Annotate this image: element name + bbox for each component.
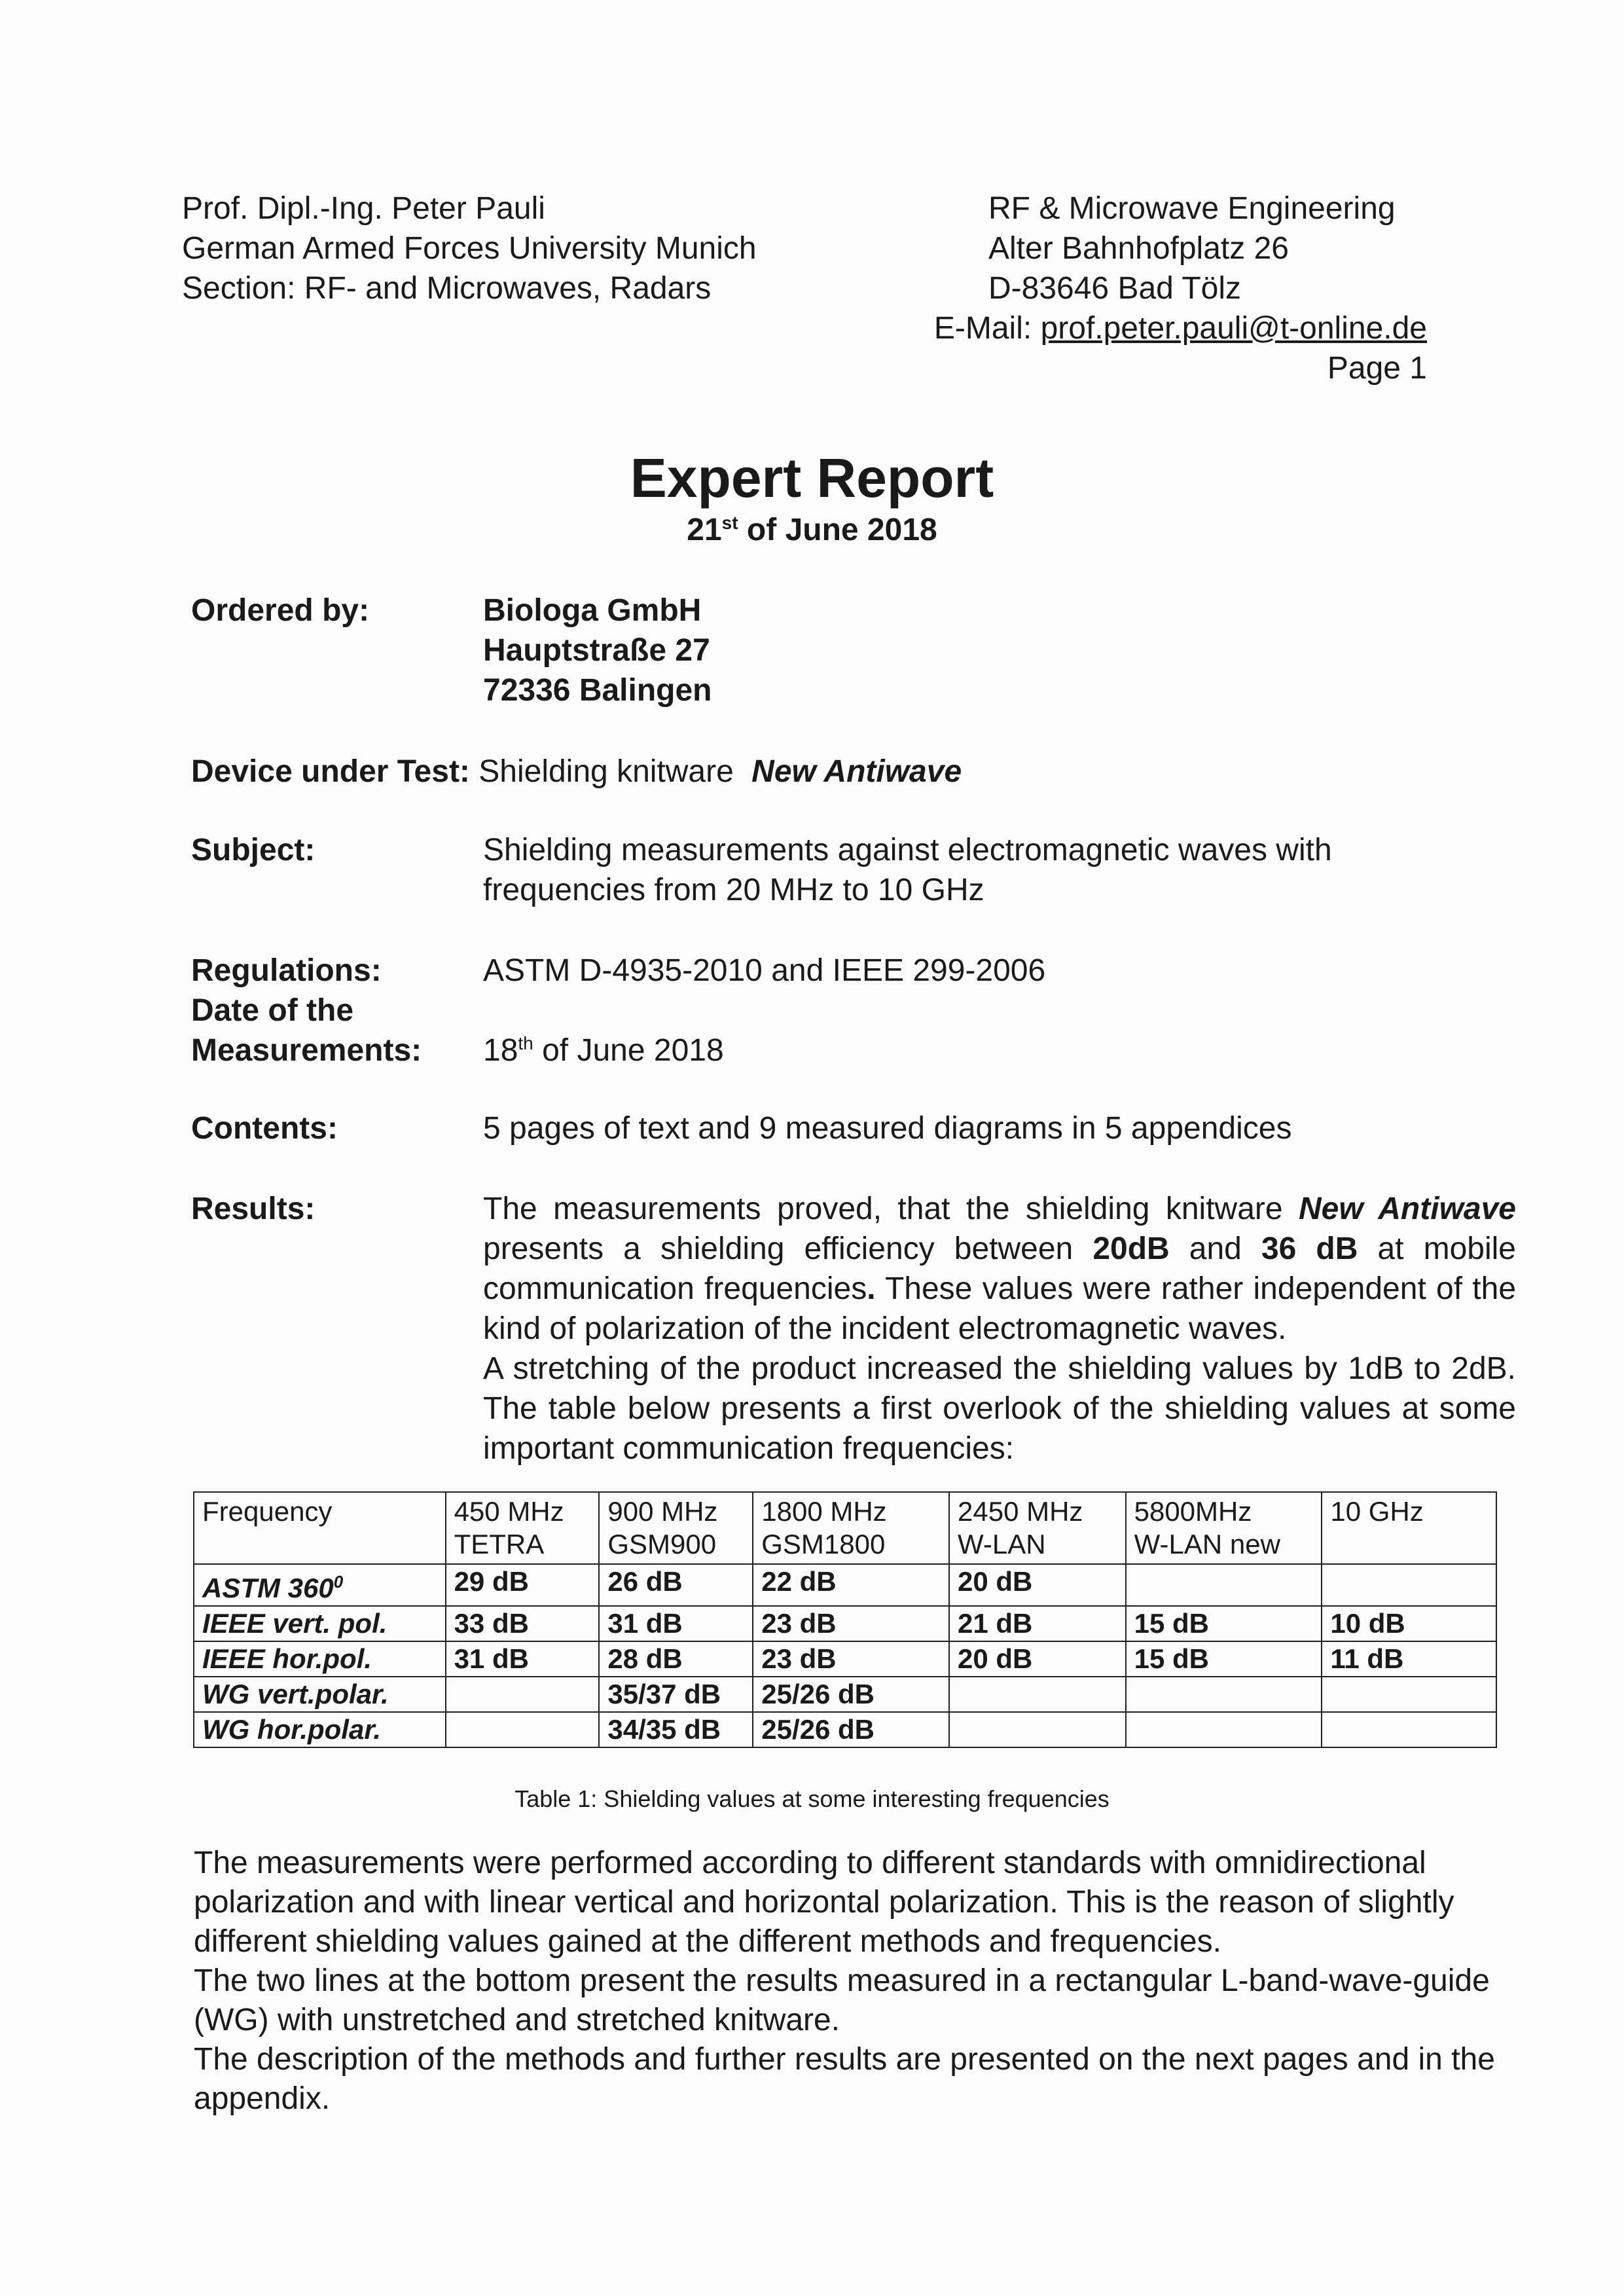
table-cell: 25/26 dB (753, 1712, 949, 1747)
device-name: New Antiwave (751, 754, 962, 789)
table-cell (1322, 1677, 1496, 1712)
customer-name: Biologa GmbH (483, 593, 702, 628)
report-date (0, 511, 1624, 550)
table-cell (1126, 1712, 1322, 1747)
report-date-day: 21 (687, 513, 722, 547)
header-cell-450mhz: 450 MHz TETRA (446, 1492, 600, 1564)
table-cell (1126, 1564, 1322, 1606)
table-row-ieee-vert (194, 1606, 1496, 1641)
table-cell: 26 dB (599, 1564, 753, 1606)
author-section: Section: RF- and Microwaves, Radars (182, 271, 712, 306)
measurement-date-value (483, 1030, 724, 1070)
report-date-rest: of June 2018 (746, 513, 937, 547)
email-link[interactable]: prof.peter.pauli@t-online.de (1040, 311, 1427, 346)
table-row-astm (194, 1564, 1496, 1606)
results-low-value: 20dB (1092, 1231, 1170, 1266)
table-cell (446, 1677, 600, 1712)
row-label: WG hor.polar. (194, 1712, 446, 1747)
table-cell: 10 dB (1322, 1606, 1496, 1641)
table-cell: 15 dB (1126, 1641, 1322, 1677)
author-block (182, 189, 837, 308)
device-text: Shielding knitware (478, 754, 734, 789)
measurement-date-label-2: Measurements: (191, 1033, 422, 1068)
regulations-label: Regulations: (191, 953, 382, 988)
table-cell: 33 dB (446, 1606, 600, 1641)
results-p1-b: presents a shielding efficiency between (483, 1231, 1074, 1266)
subject-text (483, 830, 1504, 910)
device-label: Device under Test: (191, 754, 470, 789)
contents-value: 5 pages of text and 9 measured diagrams in 5 appendices (483, 1111, 1292, 1146)
device-line (191, 752, 1435, 792)
header-cell-10ghz: 10 GHz (1322, 1492, 1496, 1564)
table-cell: 20 dB (949, 1564, 1126, 1606)
results-text (483, 1189, 1516, 1468)
report-date-suffix: st (721, 513, 738, 533)
company-city: D-83646 Bad Tölz (988, 271, 1242, 306)
table-cell: 23 dB (753, 1606, 949, 1641)
header-cell-900mhz: 900 MHz GSM900 (599, 1492, 753, 1564)
results-p1-dot: . (867, 1271, 876, 1306)
contents-label: Contents: (191, 1111, 338, 1146)
row-label: IEEE hor.pol. (194, 1641, 446, 1677)
page-number: Page 1 (1327, 351, 1427, 386)
closing-paragraph-3: The description of the methods and further results are presented on the next pages and in the appendix. (194, 2042, 1495, 2116)
table-cell: 31 dB (446, 1641, 600, 1677)
table-cell (446, 1712, 600, 1747)
table-cell (1126, 1677, 1322, 1712)
row-label: WG vert.polar. (194, 1677, 446, 1712)
company-block (988, 189, 1447, 308)
author-affiliation: German Armed Forces University Munich (182, 231, 757, 266)
company-name: RF & Microwave Engineering (988, 191, 1396, 226)
measurement-date-label-1: Date of the (191, 993, 354, 1028)
closing-text (194, 1844, 1523, 2119)
table-cell: 25/26 dB (753, 1677, 949, 1712)
table-cell: 11 dB (1322, 1641, 1496, 1677)
customer-address (483, 591, 712, 710)
closing-paragraph-1: The measurements were performed according to different standards with omnidirectional polarization and with linear vertical and horizontal polarization. This is the reason of slightly different shielding values gained at the different methods and frequencies. (194, 1846, 1454, 1959)
results-p1-c: at mobile communication frequencies (483, 1231, 1516, 1306)
closing-paragraph-2: The two lines at the bottom present the results measured in a rectangular L-band-wave-guide (WG) with unstretched and stretched knitware. (194, 1963, 1490, 2037)
table-cell: 29 dB (446, 1564, 600, 1606)
regulations-value: ASTM D-4935-2010 and IEEE 299-2006 (483, 953, 1046, 988)
subject-line-1: Shielding measurements against electromagnetic waves with (483, 833, 1332, 867)
company-street: Alter Bahnhofplatz 26 (988, 231, 1289, 266)
measurement-date-label (191, 991, 422, 1070)
table-cell: 21 dB (949, 1606, 1126, 1641)
measurement-date-rest: of June 2018 (542, 1033, 724, 1068)
table-header-row (194, 1492, 1496, 1564)
table-cell (949, 1712, 1126, 1747)
header-cell-frequency: Frequency (194, 1492, 446, 1564)
ordered-by-label: Ordered by: (191, 593, 370, 628)
report-title: Expert Report (630, 447, 994, 509)
table-row-ieee-hor (194, 1641, 1496, 1677)
customer-street: Hauptstraße 27 (483, 633, 710, 668)
shielding-table (193, 1491, 1497, 1748)
table-cell: 34/35 dB (599, 1712, 753, 1747)
results-p1-d: These values were rather independent of the kind of polarization of the incident electromagnetic waves. (483, 1271, 1517, 1346)
table-cell: 20 dB (949, 1641, 1126, 1677)
email-label: E-Mail: (933, 311, 1032, 346)
results-label: Results: (191, 1192, 316, 1226)
measurement-date-suffix: th (518, 1033, 533, 1053)
row-label: ASTM $360^0$ (194, 1564, 446, 1606)
table-cell (1322, 1564, 1496, 1606)
row-label: IEEE vert. pol. (194, 1606, 446, 1641)
subject-line-2: frequencies from 20 MHz to 10 GHz (483, 873, 984, 907)
table-cell: 22 dB (753, 1564, 949, 1606)
table-cell: 28 dB (599, 1641, 753, 1677)
results-paragraph-2: A stretching of the product increased the shielding values by 1dB to 2dB. The table below presents a first overlook of the shielding values at some important communication frequencies: (483, 1351, 1516, 1466)
customer-city: 72336 Balingen (483, 673, 712, 708)
table-cell: 31 dB (599, 1606, 753, 1641)
results-p1-a: The measurements proved, that the shielding knitware (483, 1192, 1283, 1226)
results-paragraph-1 (483, 1189, 1516, 1349)
table-cell: 35/37 dB (599, 1677, 753, 1712)
table-cell (1322, 1712, 1496, 1747)
table-row-wg-hor (194, 1712, 1496, 1747)
author-name: Prof. Dipl.-Ing. Peter Pauli (182, 191, 545, 226)
table-cell (949, 1677, 1126, 1712)
header-cell-1800mhz: 1800 MHz GSM1800 (753, 1492, 949, 1564)
table-cell: 15 dB (1126, 1606, 1322, 1641)
results-p1-and: and (1189, 1231, 1242, 1266)
subject-label: Subject: (191, 833, 316, 867)
table-row-wg-vert (194, 1677, 1496, 1712)
header-cell-5800mhz: 5800MHz W-LAN new (1126, 1492, 1322, 1564)
email-line (785, 308, 1427, 348)
header-cell-2450mhz: 2450 MHz W-LAN (949, 1492, 1126, 1564)
results-high-value: 36 dB (1261, 1231, 1358, 1266)
measurement-date-day: 18 (483, 1033, 518, 1068)
table-caption: Table 1: Shielding values at some interesting frequencies (514, 1785, 1110, 1812)
results-product-name: New Antiwave (1298, 1192, 1516, 1226)
table-cell: 23 dB (753, 1641, 949, 1677)
